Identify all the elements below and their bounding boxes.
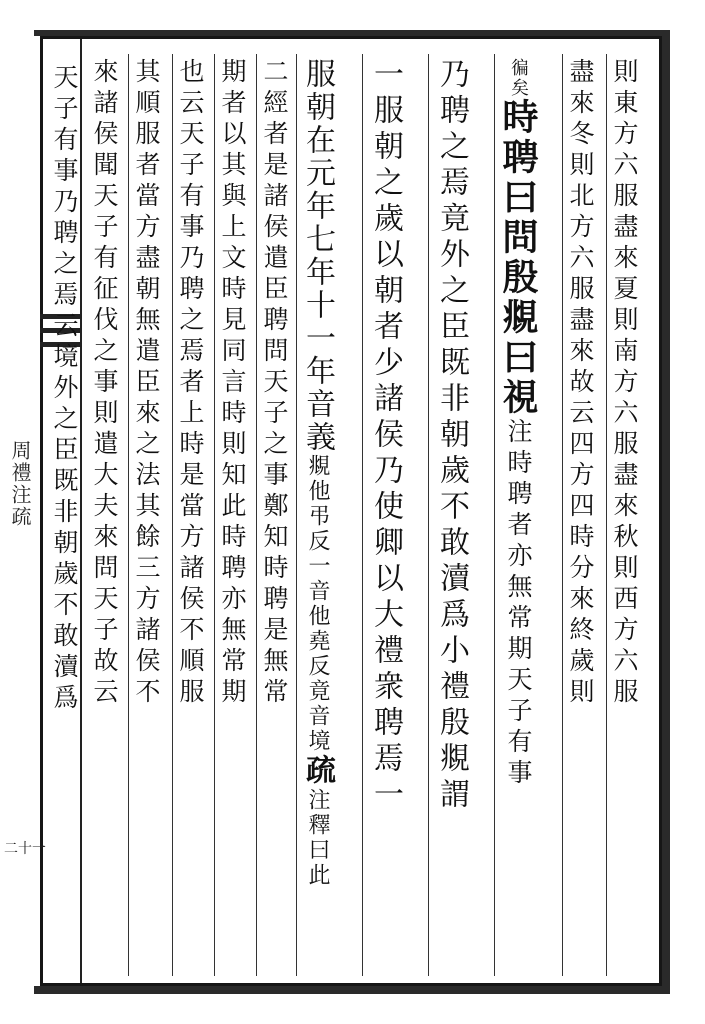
column-rule <box>428 54 429 976</box>
text-column-11: 來諸侯聞天子有征伐之事則遣大夫來問天子故云 <box>90 58 119 709</box>
text-column-2: 盡來冬則北方六服盡來故云四方四時分來終歲則 <box>566 58 595 709</box>
text-column-8: 期者以其與上文時見同言時則知此時聘亦無常期 <box>218 58 247 709</box>
text-column-4: 乃聘之焉竟外之臣既非朝歲不敢瀆爲小禮殷覜謂 <box>434 58 469 814</box>
text-column-12: 天子有事乃聘之焉云境外之臣既非朝歲不敢瀆爲 <box>50 64 79 715</box>
column-6-annotation: 覜他弔反一音他堯反竟音境 <box>305 454 330 754</box>
side-page-number: 二十一 <box>4 841 46 857</box>
text-column-1: 則東方六服盡來夏則南方六服盡來秋則西方六服 <box>610 58 639 709</box>
column-3-main: 時聘曰問殷覜曰視 <box>497 98 539 418</box>
text-column-3 <box>497 58 539 790</box>
column-rule <box>562 54 563 976</box>
column-rule <box>362 54 363 976</box>
column-rule <box>214 54 215 976</box>
column-rule <box>494 54 495 976</box>
text-column-7: 二經者是諸侯遣臣聘問天子之事鄭知時聘是無常 <box>260 58 289 709</box>
column-rule <box>296 54 297 976</box>
column-6-shu-text: 注釋曰此 <box>305 788 330 888</box>
frame-right-edge <box>662 30 670 994</box>
text-column-9: 也云天子有事乃聘之焉者上時是當方諸侯不順服 <box>176 58 205 709</box>
column-rule <box>256 54 257 976</box>
column-6-shu-mark: 疏 <box>300 754 335 788</box>
side-title: 周禮注疏 <box>8 440 32 528</box>
column-3-note: 徧矣 <box>508 58 529 98</box>
column-rule <box>606 54 607 976</box>
text-column-5: 一服朝之歲以朝者少諸侯乃使卿以大禮衆聘焉一 <box>368 58 403 814</box>
column-6-main: 服朝在元年七年十一年音義 <box>300 58 335 454</box>
frame-bottom-edge <box>34 986 670 994</box>
text-column-6 <box>300 58 335 888</box>
column-rule <box>128 54 129 976</box>
gutter-line <box>80 39 82 983</box>
text-column-10: 其順服者當方盡朝無遣臣來之法其餘三方諸侯不 <box>132 58 161 709</box>
column-rule <box>172 54 173 976</box>
column-3-commentary: 注時聘者亦無常期天子有事 <box>504 418 533 790</box>
